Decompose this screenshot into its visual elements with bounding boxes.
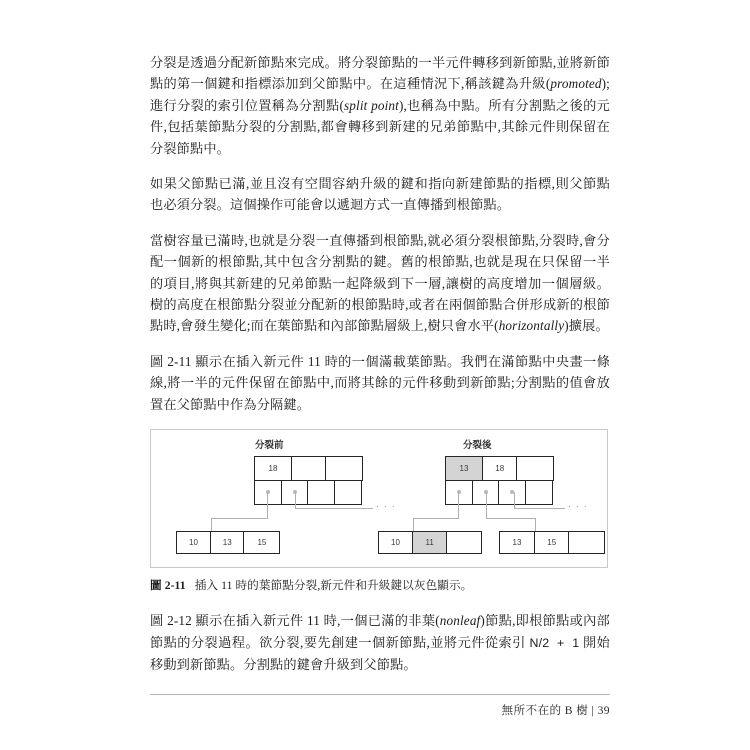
after-connector-v-3: [486, 492, 487, 518]
before-ellipsis: · · ·: [376, 501, 396, 512]
footer-chapter-title: 無所不在的 B 樹: [501, 704, 589, 717]
after-connector-v-1: [458, 492, 459, 518]
footer-content: [150, 702, 610, 718]
after-leaf-right-cell-0: 13: [499, 531, 535, 554]
after-parent-key-2: [516, 456, 554, 481]
before-leaf-cell-2: 15: [243, 531, 280, 554]
before-leaf-cell-0: 10: [176, 531, 211, 554]
before-connector-v-2: [211, 518, 212, 531]
term-horizontally: horizontally: [498, 318, 565, 334]
figure-caption-number: 圖 2-11: [150, 579, 186, 593]
after-parent-pointer-0: [445, 480, 473, 505]
spacer: [150, 594, 610, 610]
footer-page-number: 39: [597, 704, 610, 717]
before-parent-pointer-3: [334, 480, 362, 505]
page-footer: [150, 694, 610, 718]
after-connector-h-2: [486, 518, 535, 519]
footer-separator: |: [591, 704, 595, 717]
before-connector-v-1: [267, 492, 268, 518]
term-split-point: split point: [344, 97, 399, 113]
before-parent-key-2: [325, 456, 363, 481]
figure-2-11: [150, 429, 608, 568]
after-leaf-right-cell-2: [568, 531, 605, 554]
after-parent-pointer-2: [498, 480, 526, 505]
paragraph-2: 如果父節點已滿,並且沒有空間容納升級的鍵和指向新建節點的指標,則父節點也必須分裂。這個操作可能會以遞迴方式一直傳播到根節點。: [150, 176, 610, 213]
after-connector-v-5: [514, 492, 515, 508]
paragraph-4: 圖 2-11 顯示在插入新元件 11 時的一個滿載葉節點。我們在滿節點中央畫一條線,將一半的元件保留在節點中,而將其餘的元件移動到新節點;分割點的值會放置在父節點中作為分隔鍵。: [150, 353, 610, 412]
after-parent-key-1: 18: [482, 456, 518, 481]
paragraph-5: 圖 2-12 顯示在插入新元件 11 時,一個已滿的非葉(nonleaf)節點,即根節點或內部節點的分裂過程。欲分裂,要先創建一個新節點,並將元件從索引 N/2 + 1 開始移動到新節點。分割點的鍵會升級到父節點。: [150, 613, 611, 672]
before-parent-pointer-2: [307, 480, 335, 505]
figure-caption-text: 插入 11 時的葉節點分裂,新元件和升級鍵以灰色顯示。: [194, 579, 473, 593]
before-parent-key-row: [254, 456, 363, 481]
before-parent-pointer-0: [254, 480, 282, 505]
term-promoted: promoted: [550, 76, 602, 92]
after-leaf-right-node: [499, 531, 605, 554]
after-parent-pointer-row: [445, 480, 554, 505]
after-parent-key-0: 13: [445, 456, 483, 481]
after-connector-h-3: [514, 508, 565, 509]
before-parent-node: [254, 456, 363, 505]
after-leaf-left-cell-2: [446, 531, 482, 554]
figure-label-after: 分裂後: [463, 440, 492, 452]
footer-divider: [150, 694, 610, 695]
page-content: [150, 52, 610, 689]
after-parent-key-row: [445, 456, 554, 481]
after-leaf-right-cell-1: 15: [534, 531, 570, 554]
before-connector-h-2: [295, 508, 373, 509]
before-leaf-cell-1: 13: [210, 531, 245, 554]
after-ellipsis: · · ·: [568, 501, 588, 512]
figure-caption: [150, 577, 610, 594]
figure-label-before: 分裂前: [255, 440, 284, 452]
paragraph-1: 分裂是透過分配新節點來完成。將分裂節點的一半元件轉移到新節點,並將新節點的第一個鍵和指標添加到父節點中。在這種情況下,稱該鍵為升級(promoted);進行分裂的索引位置稱為分割點(split point),也稱為中點。所有分割點之後的元件,包括葉節點分裂的分割點,都會轉移到新建的兄弟節點中,其餘元件則保留在分裂節點中。: [150, 55, 610, 156]
after-leaf-left-cell-1: 11: [412, 531, 448, 554]
formula-index: N/2 + 1: [529, 635, 580, 650]
before-parent-pointer-row: [254, 480, 363, 505]
after-connector-h-1: [413, 518, 459, 519]
before-leaf-node: [176, 531, 280, 554]
after-parent-node: [445, 456, 554, 505]
before-connector-h-1: [211, 518, 268, 519]
before-parent-key-0: 18: [254, 456, 292, 481]
term-nonleaf: nonleaf: [439, 613, 481, 629]
before-parent-key-1: [291, 456, 327, 481]
after-connector-v-4: [535, 518, 536, 531]
before-connector-v-3: [295, 492, 296, 508]
after-parent-pointer-3: [525, 480, 553, 505]
after-leaf-left-cell-0: 10: [378, 531, 413, 554]
after-leaf-left-node: [378, 531, 482, 554]
paragraph-3: 當樹容量已滿時,也就是分裂一直傳播到根節點,就必須分裂根節點,分裂時,會分配一個新的根節點,其中包含分割點的鍵。舊的根節點,也就是現在只保留一半的項目,將與其新建的兄弟節點一起降級到下一層,讓樹的高度增加一個層級。樹的高度在根節點分裂並分配新的根節點時,或者在兩個節點合併形成新的根節點時,會發生變化;而在葉節點和內部節點層級上,樹只會水平(horizontally)擴展。: [150, 232, 610, 334]
after-connector-v-2: [413, 518, 414, 531]
